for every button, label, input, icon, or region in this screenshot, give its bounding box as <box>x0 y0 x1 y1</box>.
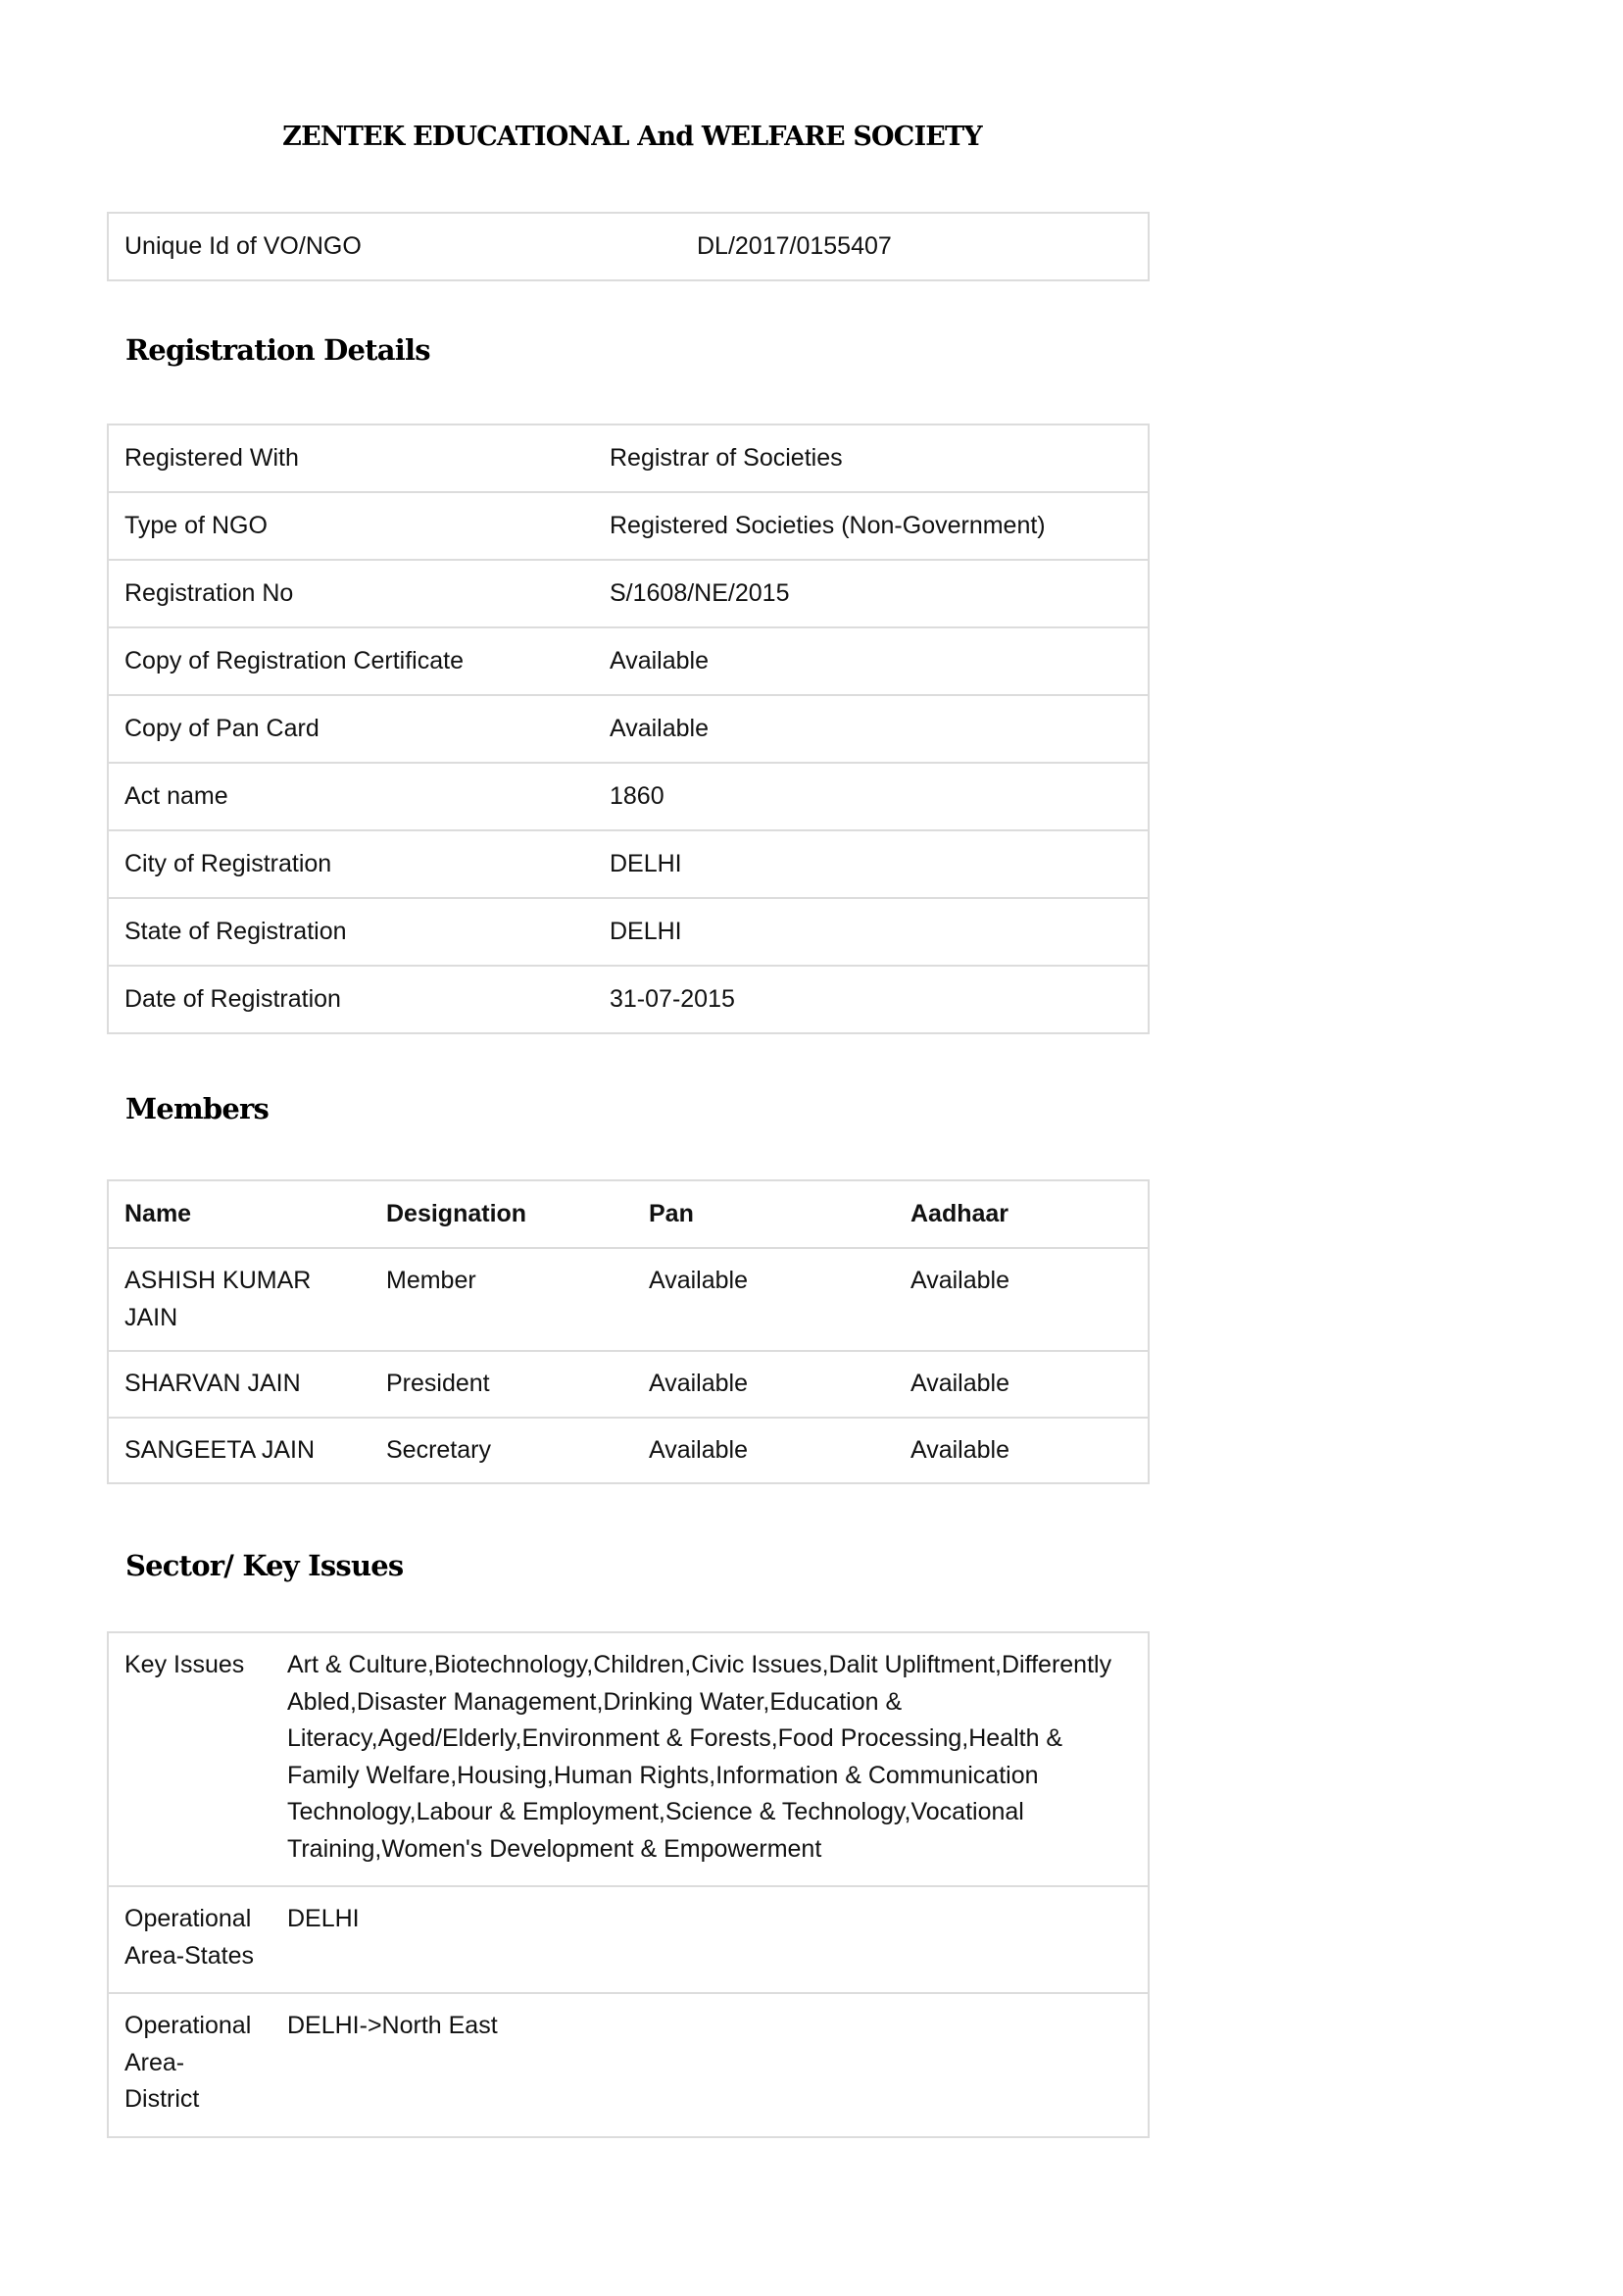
row-value: Registrar of Societies <box>594 424 1149 492</box>
row-label: Copy of Registration Certificate <box>108 627 594 695</box>
member-name: ASHISH KUMAR JAIN <box>108 1248 370 1351</box>
members-heading: Members <box>125 1092 269 1125</box>
row-value: S/1608/NE/2015 <box>594 560 1149 627</box>
operational-district-label: Operational Area-District <box>108 1993 271 2137</box>
table-row <box>108 1632 1149 1886</box>
row-value: 31-07-2015 <box>594 966 1149 1033</box>
sector-table <box>107 1631 1150 2138</box>
table-row <box>108 763 1149 830</box>
row-label: City of Registration <box>108 830 594 898</box>
member-name: SHARVAN JAIN <box>108 1351 370 1418</box>
row-label: Registered With <box>108 424 594 492</box>
row-value: DELHI <box>594 898 1149 966</box>
row-label: Copy of Pan Card <box>108 695 594 763</box>
row-label: Registration No <box>108 560 594 627</box>
column-header-name: Name <box>108 1180 370 1248</box>
table-row <box>108 424 1149 492</box>
member-pan: Available <box>633 1351 895 1418</box>
table-row <box>108 627 1149 695</box>
table-row <box>108 1248 1149 1351</box>
row-value: DELHI <box>594 830 1149 898</box>
unique-id-table <box>107 212 1150 281</box>
key-issues-value: Art & Culture,Biotechnology,Children,Civic Issues,Dalit Upliftment,Differently Abled,Disaster Management,Drinking Water,Education & Literacy,Aged/Elderly,Environment & Forests,Food Processing,Health & Family Welfare,Housing,Human Rights,Information & Communication Technology,Labour & Employment,Science & Technology,Vocational Training,Women's Development & Empowerment <box>271 1632 1149 1886</box>
operational-states-value: DELHI <box>271 1886 1149 1993</box>
table-row <box>108 695 1149 763</box>
row-value: Registered Societies (Non-Government) <box>594 492 1149 560</box>
row-label: Act name <box>108 763 594 830</box>
member-aadhaar: Available <box>895 1418 1149 1484</box>
table-row <box>108 898 1149 966</box>
row-value: 1860 <box>594 763 1149 830</box>
operational-district-value: DELHI->North East <box>271 1993 1149 2137</box>
column-header-pan: Pan <box>633 1180 895 1248</box>
member-designation: Secretary <box>370 1418 633 1484</box>
sector-heading: Sector/ Key Issues <box>125 1549 404 1582</box>
registration-heading: Registration Details <box>125 333 430 367</box>
table-row <box>108 830 1149 898</box>
member-designation: Member <box>370 1248 633 1351</box>
key-issues-label: Key Issues <box>108 1632 271 1886</box>
row-label: State of Registration <box>108 898 594 966</box>
row-label: Date of Registration <box>108 966 594 1033</box>
table-row <box>108 1418 1149 1484</box>
registration-table <box>107 424 1150 1034</box>
member-pan: Available <box>633 1248 895 1351</box>
table-row <box>108 1351 1149 1418</box>
members-table <box>107 1179 1150 1484</box>
table-row <box>108 1993 1149 2137</box>
unique-id-value: DL/2017/0155407 <box>681 213 1149 280</box>
table-row <box>108 213 1149 280</box>
document-title: ZENTEK EDUCATIONAL And WELFARE SOCIETY <box>282 122 982 152</box>
table-row <box>108 966 1149 1033</box>
member-aadhaar: Available <box>895 1248 1149 1351</box>
unique-id-label: Unique Id of VO/NGO <box>108 213 681 280</box>
row-value: Available <box>594 695 1149 763</box>
member-pan: Available <box>633 1418 895 1484</box>
member-aadhaar: Available <box>895 1351 1149 1418</box>
operational-states-label: Operational Area-States <box>108 1886 271 1993</box>
row-value: Available <box>594 627 1149 695</box>
table-row <box>108 560 1149 627</box>
member-designation: President <box>370 1351 633 1418</box>
table-row <box>108 1886 1149 1993</box>
table-header-row <box>108 1180 1149 1248</box>
column-header-aadhaar: Aadhaar <box>895 1180 1149 1248</box>
column-header-designation: Designation <box>370 1180 633 1248</box>
row-label: Type of NGO <box>108 492 594 560</box>
member-name: SANGEETA JAIN <box>108 1418 370 1484</box>
table-row <box>108 492 1149 560</box>
